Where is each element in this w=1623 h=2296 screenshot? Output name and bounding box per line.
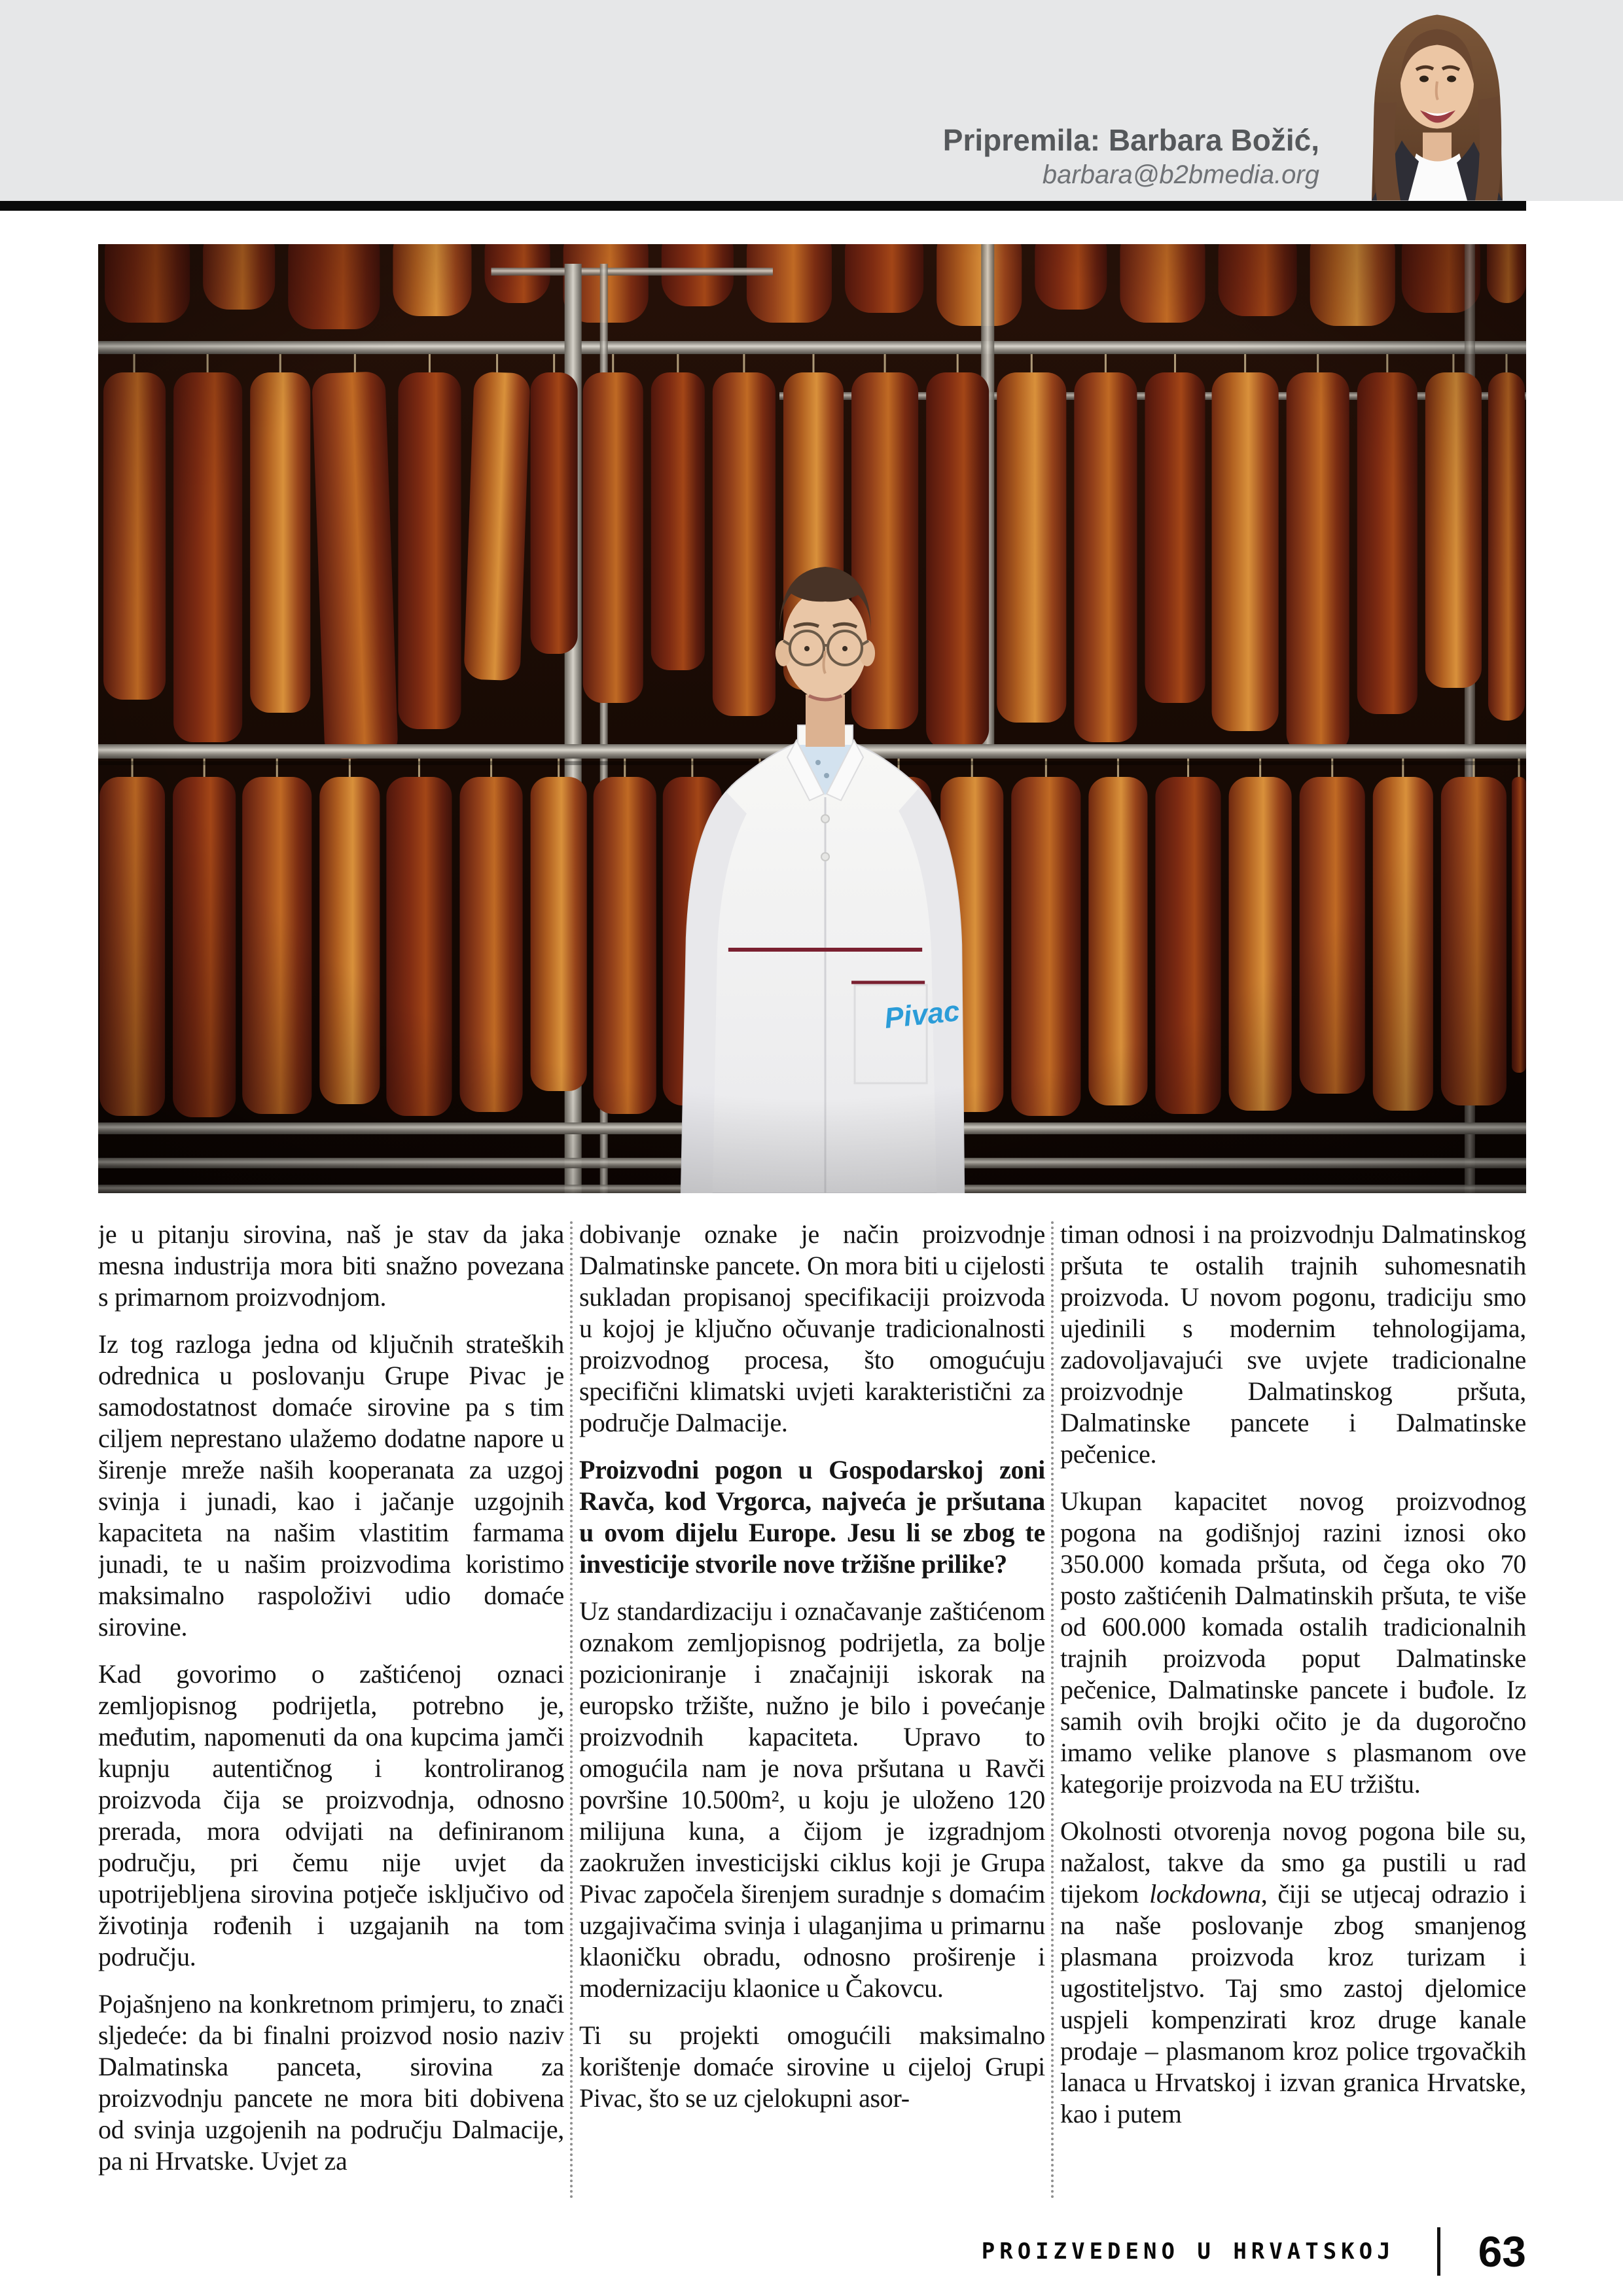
column-divider xyxy=(1051,1221,1054,2199)
column-divider xyxy=(570,1221,573,2199)
author-email: barbara@b2bmedia.org xyxy=(1042,160,1319,189)
page-footer xyxy=(0,2224,1526,2279)
prepared-by-label: Pripremila: Barbara Božić, xyxy=(942,123,1319,157)
question-paragraph: Proizvodni pogon u Gospodarskoj zoni Ravča, kod Vrgorca, najveća je pršutana u ovom dijelu Europe. Jesu li se zbog te investicije stvorile nove tržišne prilike? xyxy=(579,1455,1045,1579)
article-paragraph: Uz standardizaciju i označavanje zaštićenom oznakom zemljopisnog podrijetla, za bolje pozicioniranje i značajniji iskorak na europsko tržište, nužno je bilo i povećanje proizvodnih kapaciteta. Upravo to omogućila nam je nova pršutana u Ravči površine 10.500m², u koju je uloženo 120 milijuna kuna, a čijom je izgradnjom zaokružen investicijski ciklus koji je Grupa Pivac započela širenjem suradnje s domaćim uzgajivačima svinja i ulaganjima u primarnu klaoničku obradu, odnosno proširenje i modernizaciju klaonice u Čakovcu. xyxy=(579,1596,1045,2003)
article-column-2 xyxy=(579,1219,1045,2203)
article-column-3 xyxy=(1060,1219,1526,2203)
article-column-1 xyxy=(98,1219,564,2203)
author-photo xyxy=(1339,4,1535,201)
article-paragraph: Okolnosti otvorenja novog pogona bile su, nažalost, takve da smo ga pustili u rad tijekom lockdowna, čiji se utjecaj odrazio i na naše poslovanje zbog smanjenog plasmana proizvoda kroz turizam i ugostiteljstvo. Taj smo zastoj djelomice uspjeli kompenzirati kroz druge kanale prodaje – plasmanom kroz police trgovačkih lanaca u Hrvatskoj i izvan granica Hrvatske, kao i putem xyxy=(1060,1816,1526,2128)
article-paragraph: Ti su projekti omogućili maksimalno korištenje domaće sirovine u cijeloj Grupi Pivac, što se uz cjelokupni asor- xyxy=(579,2020,1045,2113)
byline-block xyxy=(943,123,1319,190)
article-paragraph: Iz tog razloga jedna od ključnih strateških odrednica u poslovanju Grupe Pivac je samodostatnost domaće sirovine pa s tim ciljem neprestano ulažemo dodatne napore u širenje mreže naših kooperanata za uzgoj svinja i junadi, kao i jačanje uzgojnih kapaciteta na našim vlastitim farmama junadi, te u našim proizvodima koristimo maksimalno raspoloživi udio domaće sirovine. xyxy=(98,1329,564,1641)
photo-vignette xyxy=(98,244,1526,1193)
page-header xyxy=(0,0,1623,201)
footer-separator-bar xyxy=(1437,2227,1440,2276)
author-portrait-illustration xyxy=(1372,15,1503,201)
article-paragraph: dobivanje oznake je način proizvodnje Dalmatinske pancete. On mora biti u cijelosti sukladan propisanoj specifikaciji proizvoda u kojoj je ključno očuvanje tradicionalnosti proizvodnog procesa, što omogućuju specifični klimatski uvjeti karakteristični za područje Dalmacije. xyxy=(579,1219,1045,1437)
article-photo xyxy=(98,244,1526,1193)
article-body xyxy=(98,1219,1526,2203)
page-number: 63 xyxy=(1478,2227,1526,2276)
article-paragraph: je u pitanju sirovina, naš je stav da jaka mesna industrija mora biti snažno povezana s primarnom proizvodnjom. xyxy=(98,1219,564,1312)
header-divider xyxy=(0,201,1526,211)
article-paragraph: Pojašnjeno na konkretnom primjeru, to znači sljedeće: da bi finalni proizvod nosio naziv Dalmatinska panceta, sirovina za proizvodnju pancete ne mora biti dobivena od svinja uzgojenih na području Dalmacije, pa ni Hrvatske. Uvjet za xyxy=(98,1989,564,2176)
article-paragraph: Kad govorimo o zaštićenoj oznaci zemljopisnog podrijetla, potrebno je, međutim, napomenuti da ona kupcima jamči kupnju autentičnog i kontroliranog proizvoda čija se proizvodnja, odnosno prerada, mora odvijati na definiranom području, pri čemu nije uvjet da upotrijebljena sirovina potječe isključivo od životinja rođenih i uzgajanih na tom području. xyxy=(98,1659,564,1971)
section-label: PROIZVEDENO U HRVATSKOJ xyxy=(981,2238,1395,2265)
article-paragraph: Ukupan kapacitet novog proizvodnog pogona na godišnjoj razini iznosi oko 350.000 komada pršuta, od čega oko 70 posto zaštićenih Dalmatinskih pršuta, te više od 600.000 komada ostalih tradicionalnih trajnih proizvoda poput Dalmatinske pečenice, Dalmatinske pancete i buđole. Iz samih ovih brojki očito je da dugoročno imamo velike planove s plasmanom ove kategorije proizvoda na EU tržištu. xyxy=(1060,1486,1526,1799)
article-paragraph: timan odnosi i na proizvodnju Dalmatinskog pršuta te ostalih trajnih suhomesnatih proizvoda. U novom pogonu, tradiciju smo ujedinili s modernim tehnologijama, zadovoljavajući sve uvjete tradicionalne proizvodnje Dalmatinskog pršuta, Dalmatinske pancete i Dalmatinske pečenice. xyxy=(1060,1219,1526,1469)
